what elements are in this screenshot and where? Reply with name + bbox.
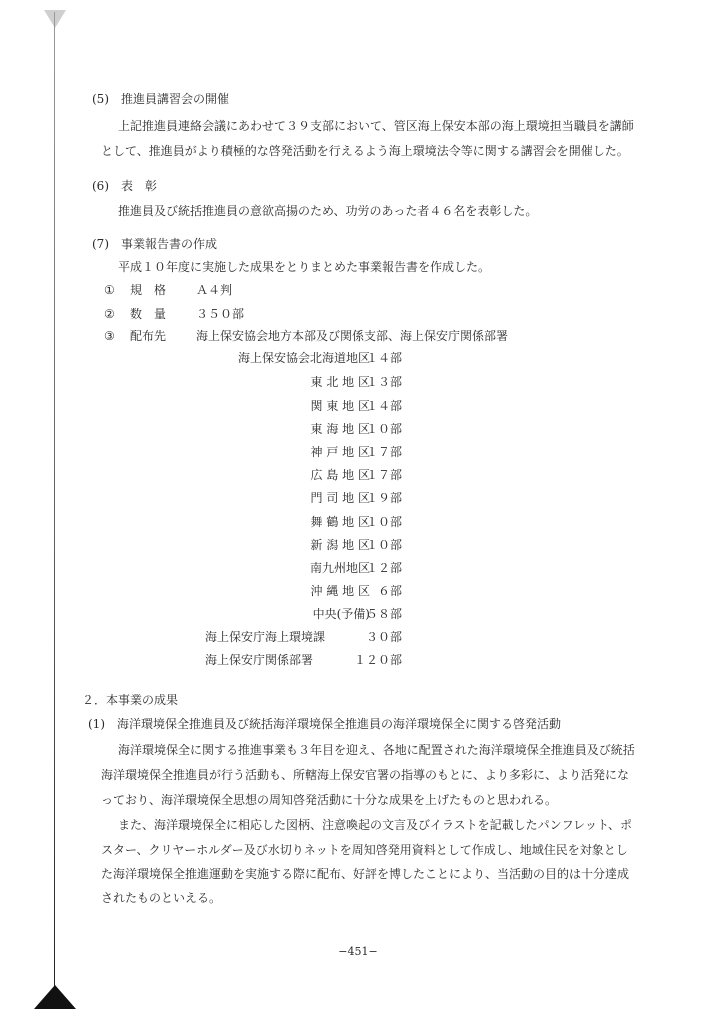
- section-5-line-2: として、推進員がより積極的な啓発活動を行えるよう海上環境法令等に関する講習会を開催した。: [101, 144, 629, 158]
- distribution-qty: １３部: [365, 375, 402, 389]
- page-number: −451−: [338, 945, 378, 958]
- section-7-heading: (7) 事業報告書の作成: [92, 237, 217, 251]
- paragraph-1-line: っており、海洋環境保全思想の周知啓発活動に十分な成果を上げたものと思われる。: [101, 793, 558, 807]
- item-num: ②: [104, 307, 115, 321]
- section-7-line-1: 平成１０年度に実施した成果をとりまとめた事業報告書を作成した。: [118, 260, 491, 274]
- item-value: Ａ４判: [196, 283, 233, 297]
- section-5-heading: (5) 推進員講習会の開催: [92, 92, 229, 106]
- distribution-qty: ６部: [377, 584, 402, 598]
- distribution-qty: １２部: [365, 561, 402, 575]
- item-value: 海上保安協会地方本部及び関係支部、海上保安庁関係部署: [196, 329, 509, 343]
- distribution-name: 南九州地区: [309, 561, 370, 575]
- section-6-line-1: 推進員及び統括推進員の意欲高揚のため、功労のあった者４６名を表彰した。: [118, 204, 538, 218]
- distribution-qty: １９部: [365, 491, 402, 505]
- distribution-qty: ５８部: [365, 607, 402, 621]
- paragraph-1-line: 海洋環境保全に関する推進事業も３年目を迎え、各地に配置された海洋環境保全推進員及び統括: [118, 743, 635, 757]
- distribution-name: 門 司 地 区: [310, 491, 370, 505]
- distribution-name: 沖 縄 地 区: [310, 584, 370, 598]
- distribution-name: 関 東 地 区: [310, 399, 370, 413]
- distribution-name: 舞 鶴 地 区: [310, 515, 370, 529]
- binding-mark-top: [44, 10, 66, 28]
- section-2-heading: ２．本事業の成果: [82, 693, 179, 707]
- item-num: ①: [104, 283, 115, 297]
- distribution-name: 海上保安庁関係部署: [205, 653, 314, 667]
- distribution-qty: １０部: [365, 422, 402, 436]
- item-num: ③: [104, 329, 115, 343]
- paragraph-2-line: また、海洋環境保全に相応した図柄、注意喚起の文言及びイラストを記載したパンフレット、ポ: [118, 818, 632, 832]
- distribution-qty: １０部: [365, 538, 402, 552]
- distribution-qty: １０部: [365, 515, 402, 529]
- distribution-qty: １４部: [365, 351, 402, 365]
- distribution-name: 新 潟 地 区: [310, 538, 370, 552]
- distribution-qty: １７部: [365, 445, 402, 459]
- distribution-qty: ３０部: [365, 630, 402, 644]
- distribution-name: 広 島 地 区: [310, 468, 370, 482]
- distribution-name: 海上保安協会北海道地区: [237, 351, 370, 365]
- distribution-name: 東 海 地 区: [310, 422, 370, 436]
- distribution-name: 東 北 地 区: [310, 375, 370, 389]
- item-value: ３５０部: [196, 307, 245, 321]
- item-label: 規 格: [130, 283, 167, 297]
- paragraph-1-line: 海洋環境保全推進員が行う活動も、所轄海上保安官署の指導のもとに、より多彩に、より活発にな: [101, 768, 630, 782]
- section-2-subheading: (1) 海洋環境保全推進員及び統括海洋環境保全推進員の海洋環境保全に関する啓発活動: [88, 717, 562, 731]
- item-label: 配布先: [130, 329, 167, 343]
- section-5-line-1: 上記推進員連絡会議にあわせて３９支部において、管区海上保安本部の海上環境担当職員を講師: [118, 119, 634, 133]
- item-label: 数 量: [130, 307, 167, 321]
- binding-mark-bottom: [34, 985, 76, 1009]
- distribution-qty: １２０部: [353, 653, 402, 667]
- distribution-name: 中央(予備): [312, 607, 370, 621]
- distribution-name: 海上保安庁海上環境課: [205, 630, 326, 644]
- distribution-qty: １７部: [365, 468, 402, 482]
- paragraph-2-line: されたものといえる。: [101, 891, 222, 905]
- binding-line: [54, 12, 55, 1002]
- section-6-heading: (6) 表 彰: [92, 179, 157, 193]
- distribution-qty: １４部: [365, 399, 402, 413]
- distribution-name: 神 戸 地 区: [310, 445, 370, 459]
- paragraph-2-line: スター、クリヤーホルダー及び水切りネットを周知啓発用資料として作成し、地域住民を対象とし: [101, 843, 628, 857]
- paragraph-2-line: た海洋環境保全推進運動を実施する際に配布、好評を博したことにより、当活動の目的は十分達成: [101, 867, 630, 881]
